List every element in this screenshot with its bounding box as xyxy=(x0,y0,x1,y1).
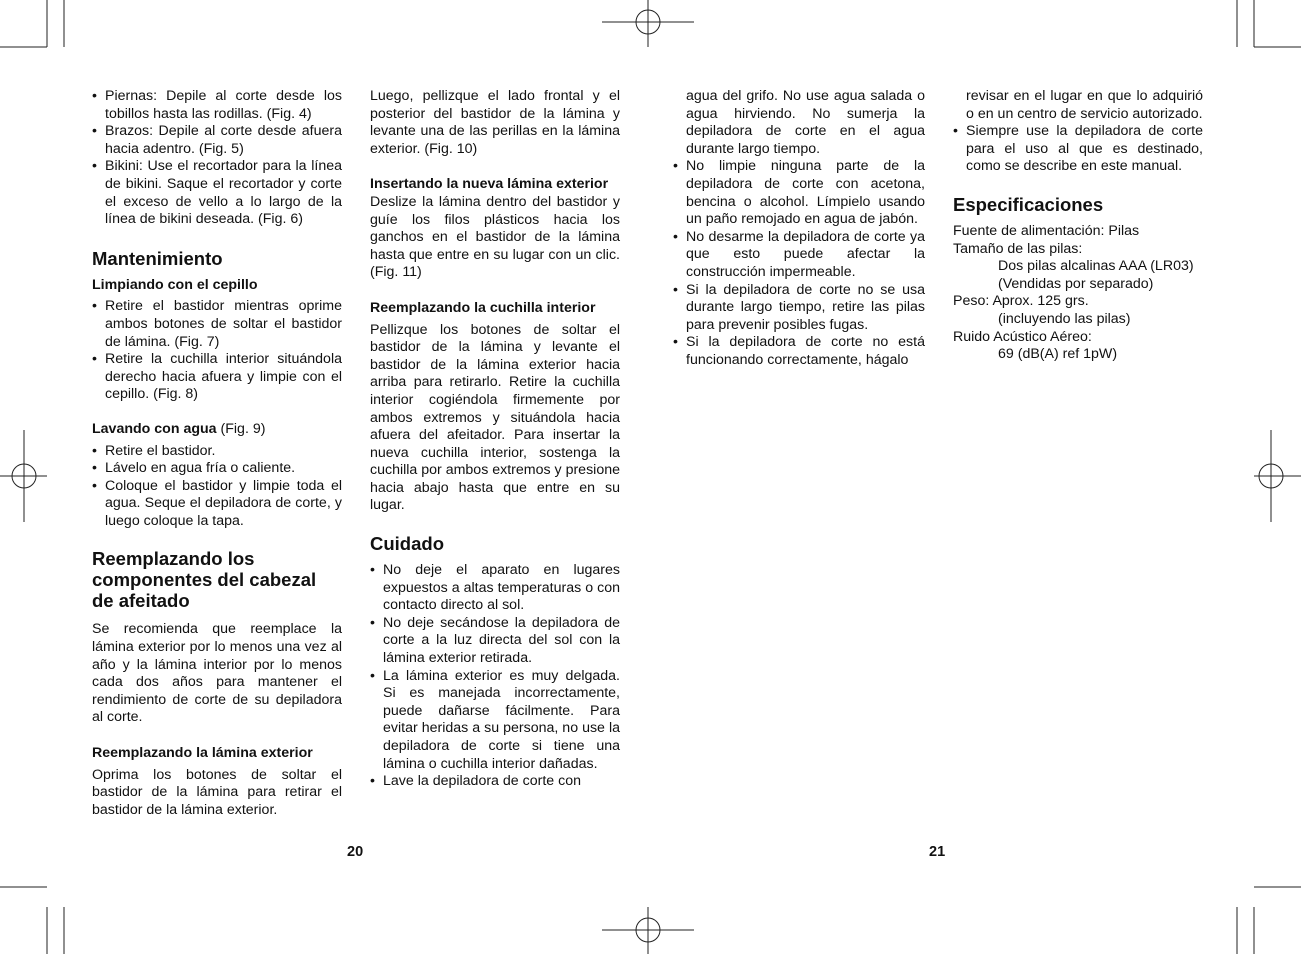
spec-noise-label: Ruido Acústico Aéreo: xyxy=(953,328,1092,345)
list-item: • No limpie ninguna parte de la depiladora de corte con acetona, bencina o alcohol. Límpielo usando un paño remojado en agua de jabón. xyxy=(673,158,925,228)
spec-noise-value: 69 (dB(A) ref 1pW) xyxy=(998,346,1118,363)
water-list xyxy=(92,443,342,531)
subheading-insert: Insertando la nueva lámina exterior xyxy=(370,176,609,193)
paragraph: Se recomienda que reemplace la lámina exterior por lo menos una vez al año y la lámina interior por lo menos cada dos años para mantener el rendimiento de corte de su depiladora al corte. xyxy=(92,621,342,726)
list-item: • Lave la depiladora de corte con xyxy=(370,773,620,791)
page-number-right: 21 xyxy=(929,844,946,860)
list-item: • Retire el bastidor mientras oprime ambos botones de soltar el bastidor de lámina. (Fig. 7) xyxy=(92,298,342,351)
paragraph: Luego, pellizque el lado frontal y el posterior del bastidor de la lámina y levante una de las perillas en la lámina exterior. (Fig. 10) xyxy=(370,88,620,157)
paragraph: Oprima los botones de soltar el bastidor de la lámina para retirar el bastidor de la lámina exterior. xyxy=(92,766,342,818)
subheading-water xyxy=(92,421,342,439)
usage-list xyxy=(92,88,342,229)
section-heading-maintenance: Mantenimiento xyxy=(92,247,223,269)
subheading-water-label: Lavando con agua xyxy=(92,420,217,437)
spec-power: Fuente de alimentación: Pilas xyxy=(953,222,1140,239)
list-item: • Si la depiladora de corte no se usa durante largo tiempo, retire las pilas para prevenir posibles fugas. xyxy=(673,282,925,335)
care-list-continued xyxy=(673,88,925,370)
list-item: • Lávelo en agua fría o caliente. xyxy=(92,460,342,478)
fig-ref: (Fig. 9) xyxy=(216,420,266,437)
brush-list xyxy=(92,298,342,404)
list-item: • Brazos: Depile al corte desde afuera hacia adentro. (Fig. 5) xyxy=(92,123,342,158)
column-1 xyxy=(92,88,342,819)
list-item: • Retire el bastidor. xyxy=(92,443,342,461)
spec-weight-note: (incluyendo las pilas) xyxy=(998,310,1131,327)
list-item: • No desarme la depiladora de corte ya que esto puede afectar la construcción impermeable. xyxy=(673,229,925,282)
column-4 xyxy=(953,88,1203,364)
section-heading-care: Cuidado xyxy=(370,533,444,555)
list-item: • Retire la cuchilla interior situándola derecho hacia afuera y limpie con el cepillo. (Fig. 8) xyxy=(92,351,342,404)
subheading-blade: Reemplazando la cuchilla interior xyxy=(370,299,596,316)
spec-battery-size-value: Dos pilas alcalinas AAA (LR03) xyxy=(998,258,1194,275)
care-list xyxy=(370,562,620,791)
column-3 xyxy=(673,88,925,370)
subheading-foil: Reemplazando la lámina exterior xyxy=(92,745,313,762)
specs-block xyxy=(953,223,1203,364)
list-item: • No deje el aparato en lugares expuestos a altas temperaturas o con contacto directo al sol. xyxy=(370,562,620,615)
care-list-end xyxy=(953,88,1203,176)
paragraph: Pellizque los botones de soltar el bastidor de la lámina y levante el bastidor de la lámina exterior hacia arriba para retirarlo. Retire la cuchilla interior cogiéndola firmemente por ambos extremos y situándola hacia afuera del afeitador. Para insertar la nueva cuchilla interior, sostenga la cuchilla por ambos extremos y presione hacia abajo hasta que entre en su lugar. xyxy=(370,321,620,514)
section-heading-specs: Especificaciones xyxy=(953,193,1104,215)
list-item: • Si la depiladora de corte no está funcionando correctamente, hágalo xyxy=(673,334,925,369)
list-item: • Piernas: Depile al corte desde los tobillos hasta las rodillas. (Fig. 4) xyxy=(92,88,342,123)
page-number-left: 20 xyxy=(347,844,364,860)
list-item-continued: agua del grifo. No use agua salada o agua hirviendo. No sumerja la depiladora de corte en el agua durante largo tiempo. xyxy=(686,88,925,157)
column-2 xyxy=(370,88,620,791)
subheading-brush: Limpiando con el cepillo xyxy=(92,276,258,293)
list-item: • Coloque el bastidor y limpie toda el agua. Seque el depiladora de corte, y luego coloque la tapa. xyxy=(92,478,342,531)
section-heading-replace: Reemplazando los componentes del cabezal de afeitado xyxy=(92,548,317,612)
list-item: • Bikini: Use el recortador para la línea de bikini. Saque el recortador y corte el exceso de vello a lo largo de la línea de bikini deseada. (Fig. 6) xyxy=(92,158,342,228)
list-item: • La lámina exterior es muy delgada. Si es manejada incorrectamente, puede dañarse fácilmente. Para evitar heridas a su persona, no use la depiladora de corte si tiene una lámina o cuchilla interior dañadas. xyxy=(370,668,620,774)
list-item: • No deje secándose la depiladora de corte a la luz directa del sol con la lámina exterior retirada. xyxy=(370,615,620,668)
list-item: • Siempre use la depiladora de corte para el uso al que es destinado, como se describe en este manual. xyxy=(953,123,1203,176)
paragraph: Deslize la lámina dentro del bastidor y guíe los filos plásticos hacia los ganchos en el bastidor de la lámina hasta que entre en su lugar con un clic. (Fig. 11) xyxy=(370,193,620,281)
spec-battery-size-label: Tamaño de las pilas: xyxy=(953,240,1083,257)
spec-battery-note: (Vendidas por separado) xyxy=(998,275,1154,292)
spec-weight: Peso: Aprox. 125 grs. xyxy=(953,293,1089,310)
list-item-continued: revisar en el lugar en que lo adquirió o en un centro de servicio autorizado. xyxy=(966,88,1203,122)
